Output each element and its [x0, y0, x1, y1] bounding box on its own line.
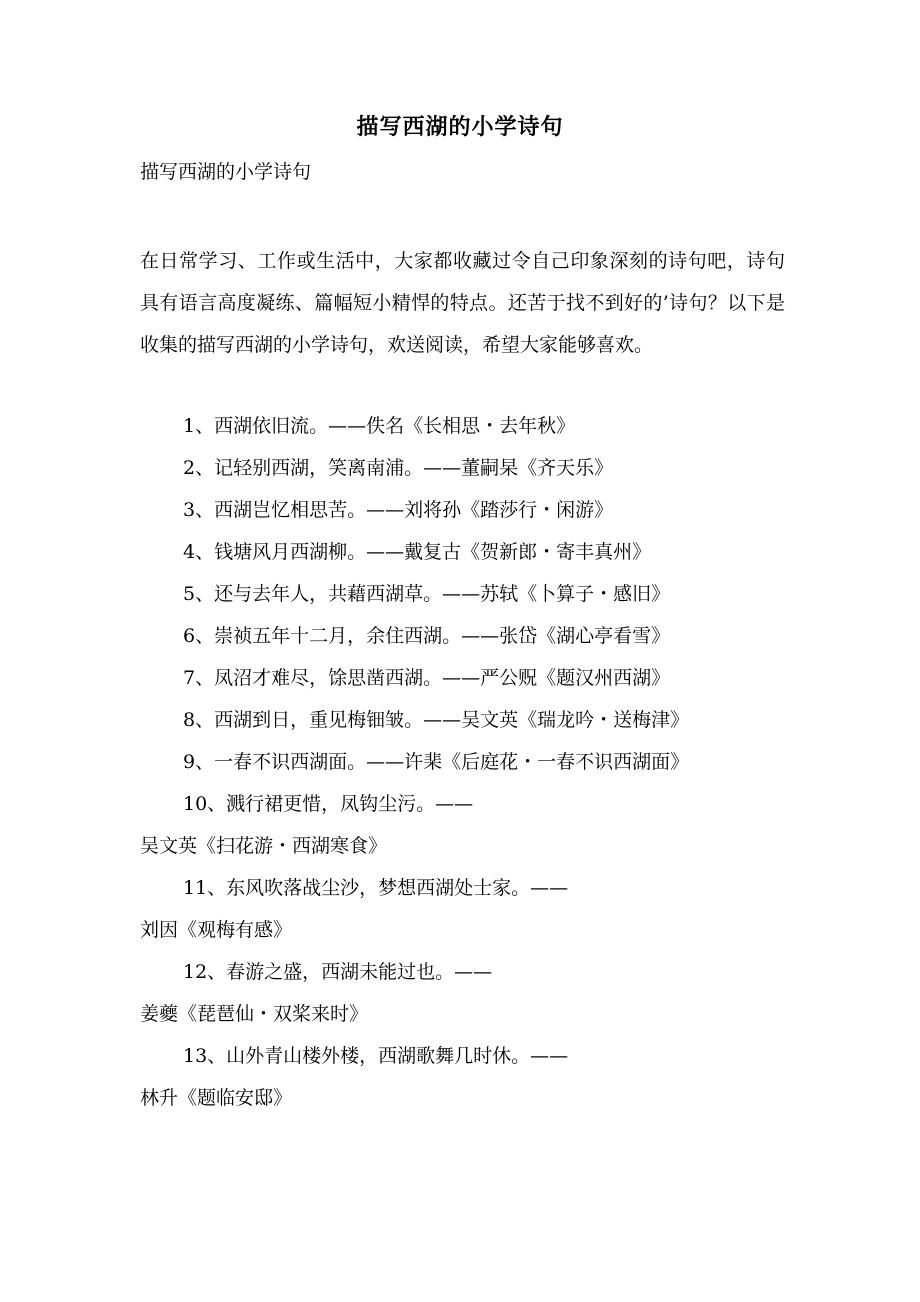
poem-attribution: 林升《题临安邸》 [140, 1087, 293, 1109]
poem-list [140, 405, 800, 1119]
poem-line: 13、山外青山楼外楼，西湖歌舞几时休。—— [183, 1045, 569, 1067]
poem-line: 3、西湖岂忆相思苦。——刘将孙《踏莎行・闲游》 [183, 499, 614, 521]
document-subtitle: 描写西湖的小学诗句 [140, 161, 312, 183]
intro-paragraph: 在日常学习、工作或生活中，大家都收藏过令自己印象深刻的诗句吧，诗句具有语言高度凝练、篇幅短小精悍的特点。还苦于找不到好的’诗句？以下是收集的描写西湖的小学诗句，欢送阅读，希望大家能够喜欢。 [140, 250, 785, 356]
poem-line: 12、春游之盛，西湖未能过也。—— [183, 961, 493, 983]
poem-line: 9、一春不识西湖面。——许棐《后庭花・一春不识西湖面》 [183, 751, 690, 773]
poem-line: 6、崇祯五年十二月，余住西湖。——张岱《湖心亭看雪》 [183, 625, 671, 647]
poem-line: 1、西湖依旧流。——佚名《长相思・去年秋》 [183, 415, 576, 437]
poem-attribution: 刘因《观梅有感》 [140, 919, 293, 941]
poem-line: 11、东风吹落战尘沙，梦想西湖处士家。—— [183, 877, 569, 899]
poem-line: 10、溅行裙更惜，凤钩尘污。—— [183, 793, 474, 815]
poem-line: 4、钱塘风月西湖柳。——戴复古《贺新郎・寄丰真州》 [183, 541, 652, 563]
poem-attribution: 姜夔《琵琶仙・双桨来时》 [140, 1003, 369, 1025]
poem-line: 8、西湖到日，重见梅钿皱。——吴文英《瑞龙吟・送梅津》 [183, 709, 690, 731]
poem-attribution: 吴文英《扫花游・西湖寒食》 [140, 835, 388, 857]
poem-line: 5、还与去年人，共藉西湖草。——苏轼《卜算子・感旧》 [183, 583, 671, 605]
poem-line: 7、凤沼才难尽，馀思凿西湖。——严公贶《题汉州西湖》 [183, 667, 671, 689]
poem-line: 2、记轻别西湖，笑离南浦。——董嗣杲《齐天乐》 [183, 457, 614, 479]
document-title: 描写西湖的小学诗句 [356, 114, 564, 140]
